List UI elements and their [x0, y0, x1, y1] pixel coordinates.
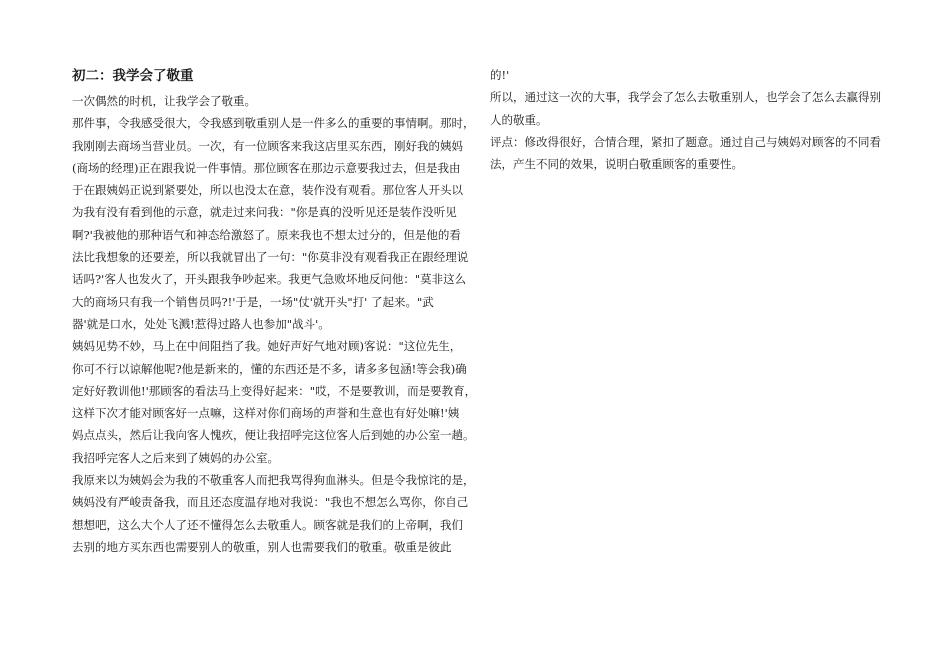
- text-line: 定好好教训他!'那顾客的看法马上变得好起来："哎，不是要教训，而是要教育，: [72, 383, 477, 398]
- text-line: 这样下次才能对顾客好一点嘛，这样对你们商场的声誉和生意也有好处嘛!'姨: [72, 406, 460, 421]
- text-line: 一次偶然的时机，让我学会了敬重。: [72, 94, 256, 108]
- text-line: 姨妈没有严峻责备我，而且还态度温存地对我说："我也不想怎么骂你，你自己: [72, 495, 469, 510]
- text-line: 那件事，令我感受很大，令我感到敬重别人是一件多么的重要的事情啊。那时，: [72, 116, 475, 131]
- text-line: 啊?'我被他的那种语气和神态给激怒了。原来我也不想太过分的，但是他的看: [72, 227, 461, 242]
- text-line: 姨妈见势不妙，马上在中间阻挡了我。她好声好气地对顾)客说："这位先生，: [72, 339, 462, 354]
- text-line: 话吗?'客人也发火了，开头跟我争吵起来。我更气急败坏地反问他："莫非这么: [72, 272, 467, 287]
- text-line: 你可不行以谅解他呢?他是新来的，懂的东西还是不多，请多多包涵!等会我)确: [72, 361, 467, 376]
- text-line: 妈点点头，然后让我向客人愧疚，便让我招呼完这位客人后到她的办公室一趟。: [72, 428, 475, 443]
- text-line: 大的商场只有我一个销售员吗?!'于是，一场"仗'就开头"打' 了起来。"武: [72, 294, 434, 309]
- text-line: 为我有没有看到他的示意，就走过来问我："你是真的没听见还是装作没听见: [72, 205, 457, 220]
- text-line: 器'就是口水，处处飞溅!惹得过路人也参加"战斗'。: [72, 316, 330, 331]
- text-line: 所以，通过这一次的大事，我学会了怎么去敬重别人，也学会了怎么去赢得别: [490, 90, 881, 105]
- text-line: 想想吧，这么大个人了还不懂得怎么去敬重人。顾客就是我们的上帝啊，我们: [72, 517, 463, 532]
- comment-line: 评点：修改得很好，合情合理，紧扣了题意。通过自己与姨妈对顾客的不同看: [490, 134, 881, 149]
- text-line: 我招呼完客人之后来到了姨妈的办公室。: [72, 450, 279, 465]
- text-line: 人的敬重。: [490, 112, 548, 127]
- left-text-body: [72, 90, 477, 558]
- text-line: (商场的经理)正在跟我说一件事情。那位顾客在那边示意要我过去，但是我由: [72, 160, 461, 175]
- left-column: [72, 64, 477, 558]
- text-line: 法比我想象的还要差，所以我就冒出了一句："你莫非没有观看我正在跟经理说: [72, 250, 469, 265]
- right-column: [490, 64, 890, 175]
- text-line: 我原来以为姨妈会为我的不敬重客人而把我骂得狗血淋头。但是令我惊诧的是，: [72, 473, 475, 488]
- text-line: 的!': [490, 68, 510, 82]
- text-line: 去别的地方买东西也需要别人的敬重，别人也需要我们的敬重。敬重是彼此: [72, 539, 452, 554]
- text-line: 于在跟姨妈正说到紧要处，所以也没太在意，装作没有观看。那位客人开头以: [72, 183, 463, 198]
- comment-line: 法，产生不同的效果，说明白敬重顾客的重要性。: [490, 157, 743, 172]
- text-line: 我刚刚去商场当营业员。一次，有一位顾客来我这店里买东西，刚好我的姨妈: [72, 138, 463, 153]
- document-title: 初二：我学会了敬重: [72, 68, 194, 84]
